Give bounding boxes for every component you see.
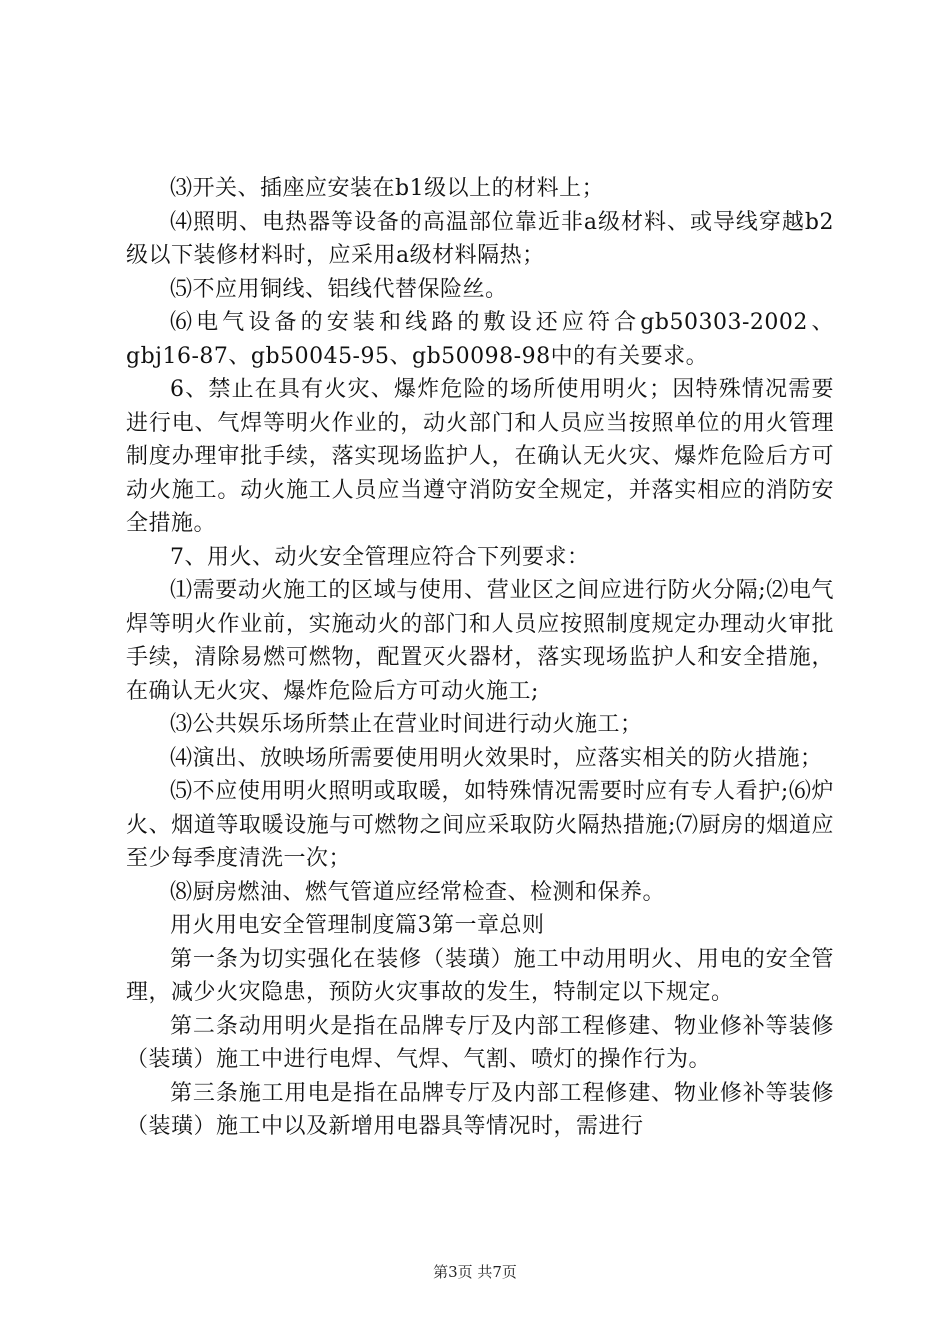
paragraph-heat-insulation: ⑷照明、电热器等设备的高温部位靠近非a级材料、或导线穿越b2级以下装修材料时，应采用a级材料隔热； [126, 209, 834, 268]
paragraph-no-copper-wire: ⑸不应用铜线、铝线代替保险丝。 [170, 276, 508, 302]
paragraph-business-hours: ⑶公共娱乐场所禁止在营业时间进行动火施工； [170, 712, 643, 737]
article-2: 第二条动用明火是指在品牌专厅及内部工程修建、物业修补等装修（装璜）施工中进行电焊、气焊、气割、喷灯的操作行为。 [126, 1013, 834, 1072]
paragraph-heating-kitchen: ⑸不应使用明火照明或取暖，如特殊情况需要时应有专人看护;⑹炉火、烟道等取暖设施与可燃物之间应采取防火隔热措施;⑺厨房的烟道应至少每季度清洗一次； [126, 779, 834, 871]
paragraph-item-6-open-fire: 6、禁止在具有火灾、爆炸危险的场所使用明火；因特殊情况需要进行电、气焊等明火作业的，动火部门和人员应当按照单位的用火管理制度办理审批手续，落实现场监护人，在确认无火灾、爆炸危险后方可动火施工。动火施工人员应当遵守消防安全规定，并落实相应的消防安全措施。 [126, 377, 834, 536]
paragraph-item-7-heading: 7、用火、动火安全管理应符合下列要求： [170, 544, 590, 570]
paragraph-switch-socket: ⑶开关、插座应安装在b1级以上的材料上； [170, 176, 605, 201]
page-number-label: 第3页 共7页 [433, 1263, 517, 1281]
section-heading-chapter-1: 用火用电安全管理制度篇3第一章总则 [170, 913, 545, 938]
paragraph-electrical-standards: ⑹电气设备的安装和线路的敷设还应符合gb50303-2002、gbj16-87、gb50045-95、gb50098-98中的有关要求。 [126, 310, 834, 369]
article-1: 第一条为切实强化在装修（装璜）施工中动用明火、用电的安全管理，减少火灾隐患，预防火灾事故的发生，特制定以下规定。 [126, 946, 834, 1005]
paragraph-fire-separation: ⑴需要动火施工的区域与使用、营业区之间应进行防火分隔;⑵电气焊等明火作业前，实施动火的部门和人员应按照制度规定办理动火审批手续，清除易燃可燃物，配置灭火器材，落实现场监护人和安全措施，在确认无火灾、爆炸危险后方可动火施工; [126, 578, 834, 704]
article-3: 第三条施工用电是指在品牌专厅及内部工程修建、物业修补等装修（装璜）施工中以及新增用电器具等情况时，需进行 [126, 1080, 834, 1139]
paragraph-performance-fire: ⑷演出、放映场所需要使用明火效果时，应落实相关的防火措施； [170, 745, 823, 771]
document-body [126, 172, 834, 1144]
paragraph-kitchen-pipes: ⑻厨房燃油、燃气管道应经常检查、检测和保养。 [170, 879, 666, 905]
page-footer [0, 1262, 950, 1282]
